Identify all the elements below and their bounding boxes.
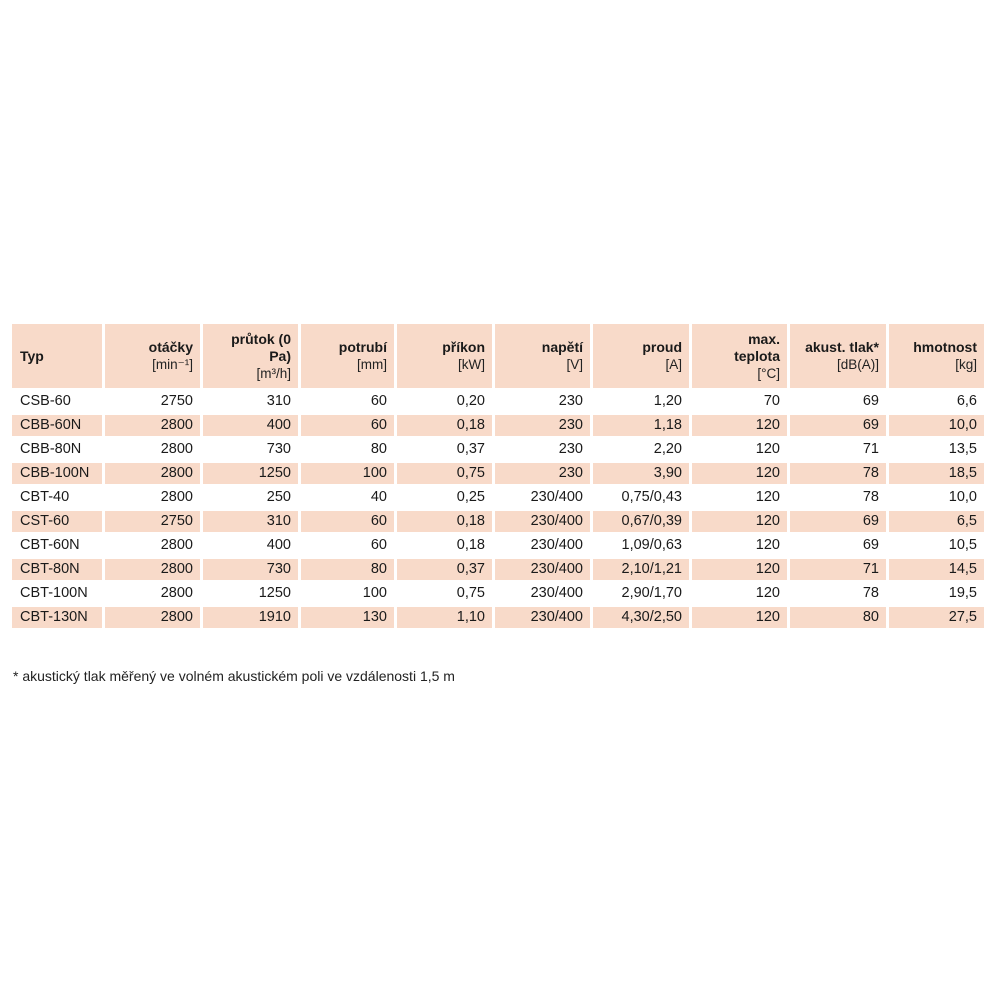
- table-row: [12, 439, 984, 460]
- value-cell: 1,09/0,63: [621, 537, 682, 553]
- column-header: [593, 324, 689, 388]
- value-cell: 2800: [160, 585, 193, 601]
- value-cell: 6,6: [956, 393, 977, 409]
- table-row: [12, 391, 984, 412]
- value-cell: 78: [862, 489, 879, 505]
- value-cell: 400: [203, 415, 298, 436]
- value-cell: 10,5: [948, 537, 977, 553]
- value-cell: 0,25: [456, 489, 485, 505]
- value-cell: 1910: [203, 607, 298, 628]
- type-cell: CBT-80N: [12, 559, 102, 580]
- type-cell: CBT-130N: [12, 607, 102, 628]
- value-cell: 2800: [105, 415, 200, 436]
- value-cell: 2,20: [653, 441, 682, 457]
- value-cell: 60: [370, 393, 387, 409]
- table-row: [12, 583, 984, 604]
- column-header: [397, 324, 492, 388]
- column-header-name: napětí: [541, 339, 583, 355]
- value-cell: 120: [755, 585, 780, 601]
- value-cell: 2,10/1,21: [593, 559, 689, 580]
- value-cell: 1,18: [593, 415, 689, 436]
- value-cell: 80: [790, 607, 886, 628]
- value-cell: 230: [558, 393, 583, 409]
- column-header-unit: [mm]: [357, 357, 387, 372]
- table-header: [12, 324, 984, 388]
- value-cell: 19,5: [948, 585, 977, 601]
- value-cell: 1250: [203, 463, 298, 484]
- value-cell: 10,0: [948, 489, 977, 505]
- value-cell: 78: [862, 585, 879, 601]
- value-cell: 71: [862, 441, 879, 457]
- column-header: [889, 324, 984, 388]
- value-cell: 100: [301, 463, 394, 484]
- value-cell: 230: [495, 415, 590, 436]
- column-header-name: potrubí: [338, 339, 387, 355]
- type-cell: CBB-80N: [20, 441, 82, 457]
- column-header-unit: [kW]: [458, 357, 485, 372]
- value-cell: 120: [692, 415, 787, 436]
- type-cell: CBT-100N: [20, 585, 88, 601]
- column-header-name: proud: [642, 339, 682, 355]
- table-body: [12, 391, 984, 628]
- value-cell: 230/400: [495, 511, 590, 532]
- table-row: [12, 463, 984, 484]
- value-cell: 40: [370, 489, 387, 505]
- value-cell: 69: [862, 537, 879, 553]
- value-cell: 60: [301, 415, 394, 436]
- value-cell: 80: [301, 559, 394, 580]
- column-header-name: max. teplota: [734, 330, 780, 364]
- value-cell: 2800: [105, 607, 200, 628]
- value-cell: 2800: [160, 489, 193, 505]
- value-cell: 0,18: [397, 511, 492, 532]
- value-cell: 2800: [160, 441, 193, 457]
- table-row: [12, 511, 984, 532]
- type-cell: CBB-60N: [12, 415, 102, 436]
- value-cell: 100: [362, 585, 387, 601]
- value-cell: 130: [301, 607, 394, 628]
- value-cell: 0,75: [456, 585, 485, 601]
- value-cell: 78: [790, 463, 886, 484]
- value-cell: 2800: [160, 537, 193, 553]
- table-row: [12, 487, 984, 508]
- column-header: [105, 324, 200, 388]
- column-header-name: otáčky: [148, 339, 193, 355]
- value-cell: 0,67/0,39: [593, 511, 689, 532]
- value-cell: 230: [558, 441, 583, 457]
- type-cell: CBB-100N: [12, 463, 102, 484]
- value-cell: 18,5: [889, 463, 984, 484]
- column-header-unit: [kg]: [955, 357, 977, 372]
- spec-table: [9, 321, 987, 631]
- column-header: [790, 324, 886, 388]
- value-cell: 13,5: [948, 441, 977, 457]
- value-cell: 120: [692, 559, 787, 580]
- table-row: [12, 415, 984, 436]
- value-cell: 2800: [105, 463, 200, 484]
- value-cell: 120: [692, 463, 787, 484]
- table-row: [12, 559, 984, 580]
- value-cell: 60: [370, 537, 387, 553]
- value-cell: 0,18: [397, 415, 492, 436]
- value-cell: 230/400: [530, 585, 583, 601]
- column-header-unit: [m³/h]: [256, 365, 291, 381]
- column-header-unit: [°C]: [757, 365, 780, 381]
- value-cell: 14,5: [889, 559, 984, 580]
- value-cell: 2750: [105, 511, 200, 532]
- table-row: [12, 607, 984, 628]
- value-cell: 1250: [258, 585, 291, 601]
- value-cell: 230/400: [495, 559, 590, 580]
- value-cell: 310: [266, 393, 291, 409]
- value-cell: 27,5: [889, 607, 984, 628]
- value-cell: 4,30/2,50: [593, 607, 689, 628]
- value-cell: 2800: [105, 559, 200, 580]
- value-cell: 80: [370, 441, 387, 457]
- value-cell: 3,90: [593, 463, 689, 484]
- value-cell: 230/400: [495, 607, 590, 628]
- value-cell: 120: [755, 489, 780, 505]
- column-header-name: příkon: [442, 339, 485, 355]
- value-cell: 310: [203, 511, 298, 532]
- value-cell: 69: [790, 511, 886, 532]
- value-cell: 69: [862, 393, 879, 409]
- value-cell: 71: [790, 559, 886, 580]
- column-header: [692, 324, 787, 388]
- value-cell: 730: [203, 559, 298, 580]
- value-cell: 0,75/0,43: [621, 489, 682, 505]
- value-cell: 0,37: [456, 441, 485, 457]
- value-cell: 0,37: [397, 559, 492, 580]
- value-cell: 0,18: [456, 537, 485, 553]
- column-header-name: průtok (0 Pa): [231, 330, 291, 364]
- value-cell: 730: [266, 441, 291, 457]
- column-header-unit: [dB(A)]: [836, 357, 879, 372]
- type-cell: CBT-40: [20, 489, 70, 505]
- value-cell: 120: [692, 607, 787, 628]
- value-cell: 1,10: [397, 607, 492, 628]
- column-header: [12, 324, 102, 388]
- value-cell: 70: [763, 393, 780, 409]
- value-cell: 230: [495, 463, 590, 484]
- value-cell: 250: [266, 489, 291, 505]
- table-row: [12, 535, 984, 556]
- column-header: [203, 324, 298, 388]
- value-cell: 2,90/1,70: [621, 585, 682, 601]
- column-header-name: akust. tlak*: [805, 339, 879, 355]
- column-header-name: Typ: [20, 347, 44, 364]
- header-row: [12, 324, 984, 388]
- value-cell: 0,75: [397, 463, 492, 484]
- column-header-unit: [min⁻¹]: [152, 357, 193, 372]
- column-header: [301, 324, 394, 388]
- footnote: * akustický tlak měřený ve volném akustickém poli ve vzdálenosti 1,5 m: [13, 668, 455, 684]
- value-cell: 120: [692, 511, 787, 532]
- type-cell: CST-60: [12, 511, 102, 532]
- value-cell: 1,20: [653, 393, 682, 409]
- value-cell: 10,0: [889, 415, 984, 436]
- value-cell: 400: [266, 537, 291, 553]
- column-header: [495, 324, 590, 388]
- value-cell: 230/400: [530, 489, 583, 505]
- value-cell: 120: [755, 441, 780, 457]
- spec-table-container: [12, 321, 987, 631]
- value-cell: 60: [301, 511, 394, 532]
- value-cell: 69: [790, 415, 886, 436]
- value-cell: 120: [755, 537, 780, 553]
- column-header-unit: [A]: [665, 357, 682, 372]
- type-cell: CBT-60N: [20, 537, 80, 553]
- value-cell: 230/400: [530, 537, 583, 553]
- column-header-unit: [V]: [566, 357, 583, 372]
- value-cell: 0,20: [456, 393, 485, 409]
- value-cell: 2750: [160, 393, 193, 409]
- column-header-name: hmotnost: [913, 339, 977, 355]
- value-cell: 6,5: [889, 511, 984, 532]
- type-cell: CSB-60: [20, 393, 71, 409]
